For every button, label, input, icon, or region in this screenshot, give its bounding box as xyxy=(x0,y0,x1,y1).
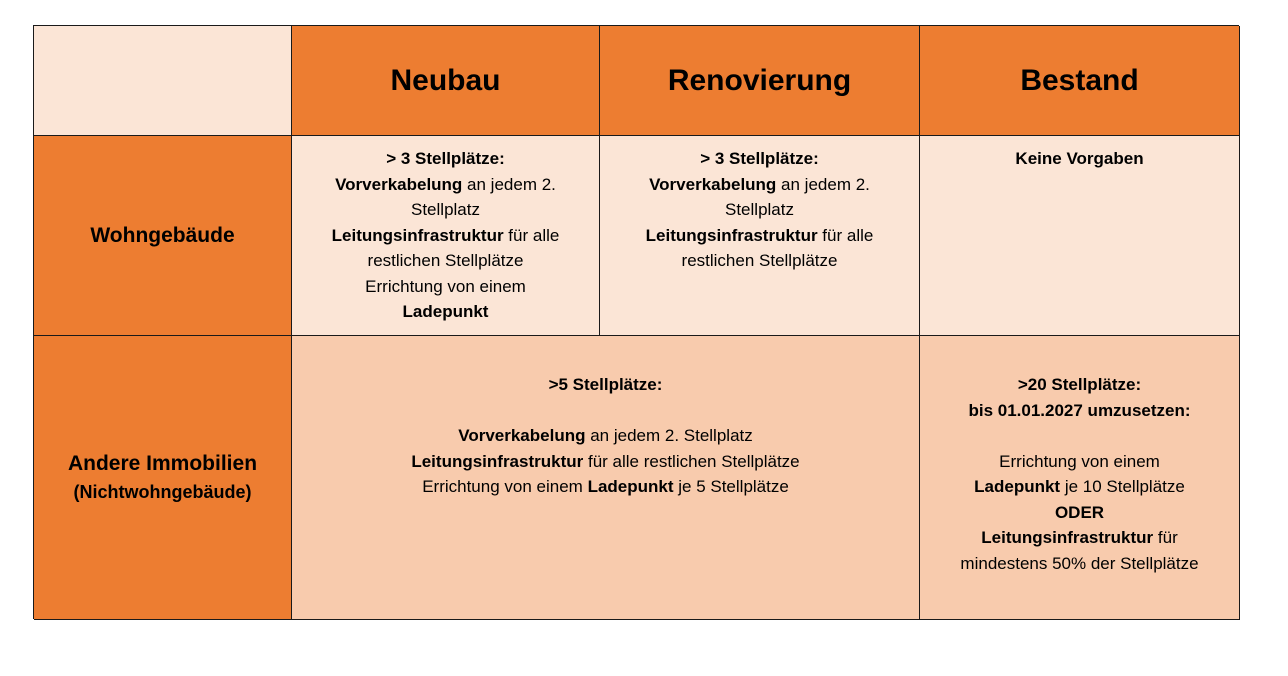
text: mindestens 50% der Stellplätze xyxy=(960,553,1199,573)
text: Stellplatz xyxy=(411,200,480,219)
text: > 3 Stellplätze: xyxy=(386,149,505,168)
cell-wohn-bestand xyxy=(920,136,1240,336)
text: an jedem 2. xyxy=(776,174,870,194)
text: für alle restlichen Stellplätze xyxy=(583,451,800,471)
text: restlichen Stellplätze xyxy=(367,251,524,270)
text: an jedem 2. xyxy=(462,174,556,194)
spacer xyxy=(920,423,1239,449)
text: >20 Stellplätze: xyxy=(1017,375,1142,394)
text: Keine Vorgaben xyxy=(1015,149,1144,168)
text: Vorverkabelung xyxy=(458,426,586,445)
text: Leitungsinfrastruktur xyxy=(411,451,584,471)
row-header-wohngebaeude xyxy=(34,136,292,336)
text: für xyxy=(1153,528,1178,547)
cell-andere-bestand xyxy=(920,336,1240,620)
row-header-andere-immobilien xyxy=(34,336,292,620)
text: Errichtung von einem xyxy=(422,477,588,496)
header-renovierung: Renovierung xyxy=(600,26,920,136)
requirements-table xyxy=(33,25,1239,619)
text: je 5 Stellplätze xyxy=(673,477,789,496)
text: Vorverkabelung xyxy=(335,174,463,194)
text: Leitungsinfrastruktur xyxy=(331,225,504,245)
spacer xyxy=(292,398,919,424)
cell-andere-neubau-renovierung xyxy=(292,336,920,620)
corner-cell xyxy=(34,26,292,136)
text: je 10 Stellplätze xyxy=(1060,477,1185,496)
text: Ladepunkt xyxy=(402,302,489,321)
text: ODER xyxy=(1054,502,1105,522)
header-bestand: Bestand xyxy=(920,26,1240,136)
text: Errichtung von einem xyxy=(365,276,526,296)
text: für alle xyxy=(817,225,874,245)
text: Ladepunkt xyxy=(974,477,1061,496)
cell-wohn-neubau xyxy=(292,136,600,336)
cell-wohn-renovierung xyxy=(600,136,920,336)
text: Leitungsinfrastruktur xyxy=(981,528,1154,547)
text: Vorverkabelung xyxy=(649,174,777,194)
row-sublabel-nichtwohngebaeude: (Nichtwohngebäude) xyxy=(73,482,252,502)
header-neubau: Neubau xyxy=(292,26,600,136)
row-label-wohngebaeude: Wohngebäude xyxy=(90,224,235,247)
text: für alle xyxy=(503,225,560,245)
text: restlichen Stellplätze xyxy=(681,251,838,270)
text: an jedem 2. Stellplatz xyxy=(585,426,753,445)
text: > 3 Stellplätze: xyxy=(700,149,819,168)
text: >5 Stellplätze: xyxy=(548,375,663,394)
row-label-andere-immobilien: Andere Immobilien xyxy=(67,452,258,475)
text: Ladepunkt xyxy=(587,477,674,496)
text: bis 01.01.2027 umzusetzen: xyxy=(968,400,1191,420)
text: Leitungsinfrastruktur xyxy=(645,225,818,245)
text: Stellplatz xyxy=(725,200,794,219)
text: Errichtung von einem xyxy=(999,451,1160,471)
